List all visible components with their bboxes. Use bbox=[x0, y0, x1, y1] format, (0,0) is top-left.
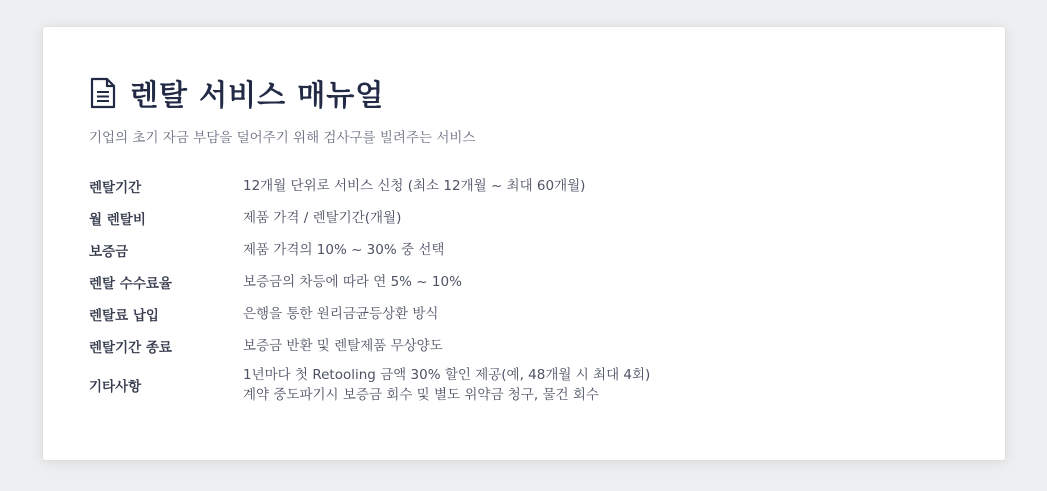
info-row bbox=[89, 364, 959, 406]
info-row bbox=[89, 234, 959, 266]
info-table bbox=[89, 170, 959, 406]
title-row bbox=[89, 74, 959, 112]
info-row bbox=[89, 202, 959, 234]
row-value-line: 1년마다 첫 Retooling 금액 30% 할인 제공(예, 48개월 시 최대 4회) bbox=[243, 367, 651, 383]
document-icon bbox=[89, 77, 117, 109]
row-label: 월 렌탈비 bbox=[89, 212, 146, 228]
row-value: 제품 가격의 10% ~ 30% 중 선택 bbox=[243, 242, 445, 258]
info-row bbox=[89, 266, 959, 298]
row-label: 렌탈 수수료율 bbox=[89, 276, 172, 292]
row-value: 은행을 통한 원리금균등상환 방식 bbox=[243, 306, 439, 322]
row-value-line: 계약 중도파기시 보증금 회수 및 별도 위약금 청구, 물건 회수 bbox=[243, 387, 599, 403]
manual-card bbox=[43, 27, 1005, 460]
page-title: 렌탈 서비스 매뉴얼 bbox=[130, 77, 385, 112]
row-value: 보증금 반환 및 렌탈제품 무상양도 bbox=[243, 338, 443, 354]
row-label: 렌탈료 납입 bbox=[89, 308, 159, 324]
row-label: 렌탈기간 종료 bbox=[89, 340, 172, 356]
row-label: 보증금 bbox=[89, 244, 129, 260]
row-label: 기타사항 bbox=[89, 379, 142, 395]
info-row bbox=[89, 330, 959, 362]
row-label: 렌탈기간 bbox=[89, 180, 142, 196]
row-value: 제품 가격 / 렌탈기간(개월) bbox=[243, 210, 402, 226]
info-row bbox=[89, 170, 959, 202]
row-value: 12개월 단위로 서비스 신청 (최소 12개월 ~ 최대 60개월) bbox=[243, 178, 586, 194]
info-row bbox=[89, 298, 959, 330]
row-value: 보증금의 차등에 따라 연 5% ~ 10% bbox=[243, 274, 462, 290]
row-value-multiline bbox=[243, 365, 650, 405]
page-subtitle: 기업의 초기 자금 부담을 덜어주기 위해 검사구를 빌려주는 서비스 bbox=[89, 130, 476, 146]
